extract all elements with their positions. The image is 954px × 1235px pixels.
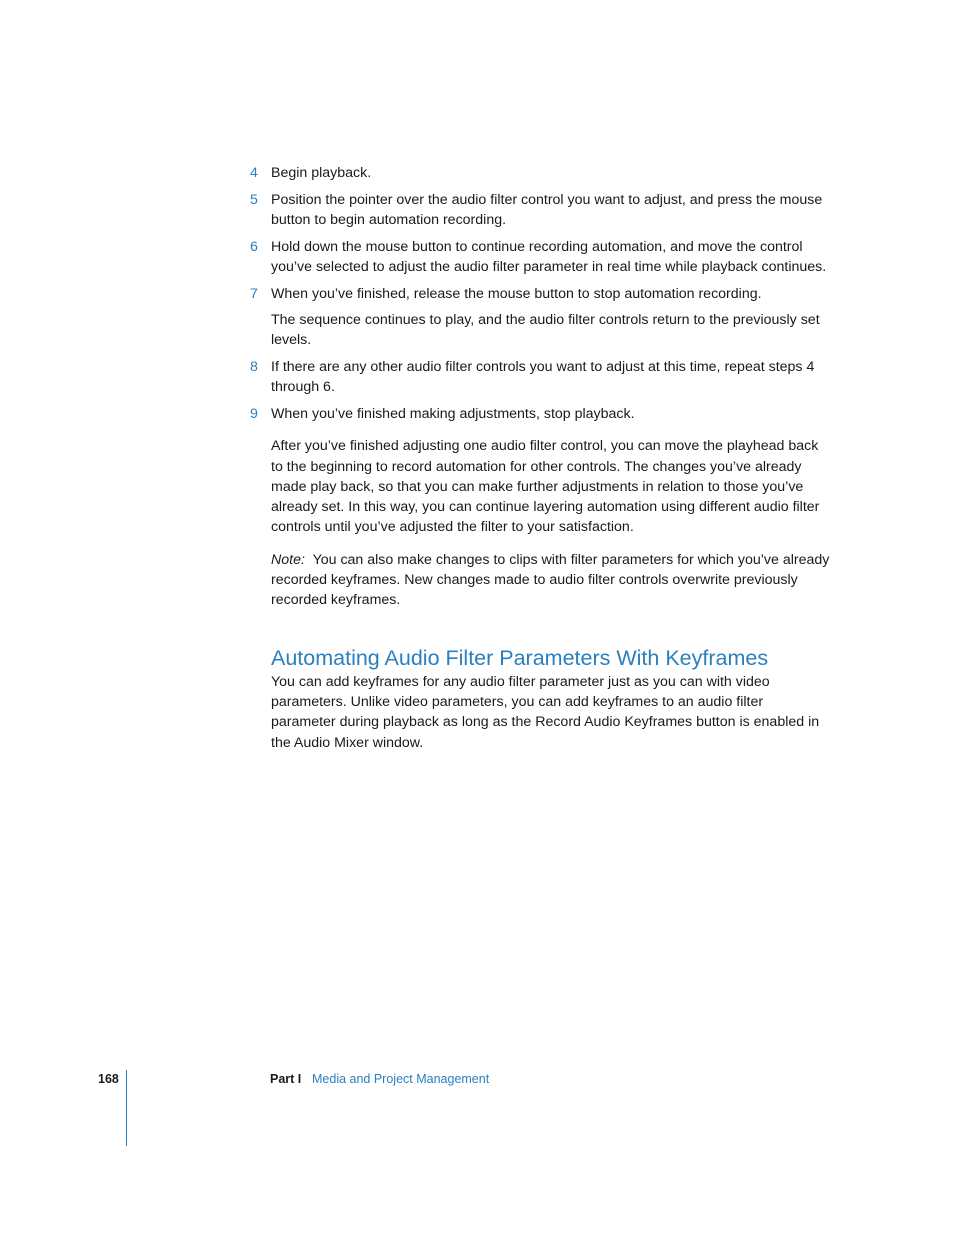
step-7-followup: The sequence continues to play, and the audio filter controls return to the previously set levels.: [271, 311, 820, 349]
step-number: 9: [250, 405, 258, 422]
section-body: You can add keyframes for any audio filter parameter just as you can with video parameters. Unlike video parameters, you can add keyframes to an audio filter parameter during playback as long as the Record Audio Keyframes button is enabled in the Audio Mixer window.: [271, 673, 820, 751]
step-text: If there are any other audio filter controls you want to adjust at this time, repeat steps 4 through 6.: [271, 358, 815, 396]
step-text: Position the pointer over the audio filter control you want to adjust, and press the mouse button to begin automation recording.: [271, 191, 823, 229]
section-heading: Automating Audio Filter Parameters With Keyframes: [271, 645, 769, 670]
step-number: 7: [250, 285, 258, 302]
step-text: When you’ve finished, release the mouse button to stop automation recording.: [271, 285, 762, 302]
note-label: Note:: [271, 551, 305, 568]
step-text: Hold down the mouse button to continue recording automation, and move the control you’ve selected to adjust the audio filter parameter in real time while playback continues.: [271, 238, 827, 276]
step-number: 5: [250, 191, 258, 208]
step-text: Begin playback.: [271, 165, 372, 181]
step-8: [250, 357, 830, 398]
step-number: 6: [250, 238, 258, 255]
footer-divider: [126, 1070, 127, 1146]
step-5: [250, 190, 830, 231]
step-6: [250, 237, 830, 278]
step-number: 4: [250, 165, 258, 181]
note-paragraph: [250, 550, 830, 611]
note-text: You can also make changes to clips with filter parameters for which you’ve already recorded keyframes. New changes made to audio filter controls overwrite previously recorded keyframes.: [271, 551, 830, 609]
footer-part-title: Media and Project Management: [312, 1072, 490, 1086]
step-text: When you’ve finished making adjustments, stop playback.: [271, 405, 635, 422]
step-number: 8: [250, 358, 258, 375]
page-number: 168: [98, 1072, 119, 1086]
footer-part-label: Part I: [270, 1072, 302, 1086]
step-9: [250, 404, 830, 424]
page-content: [250, 163, 830, 765]
step-4: [250, 163, 830, 183]
step-7: [250, 284, 830, 304]
body-paragraph: After you’ve finished adjusting one audio filter control, you can move the playhead back to the beginning to record automation for other controls. The changes you’ve already made play back, so that you can make further adjustments in relation to those you’ve already set. In this way, you can continue layering automation using different audio filter controls until you’ve adjusted the filter to your satisfaction.: [271, 438, 820, 536]
